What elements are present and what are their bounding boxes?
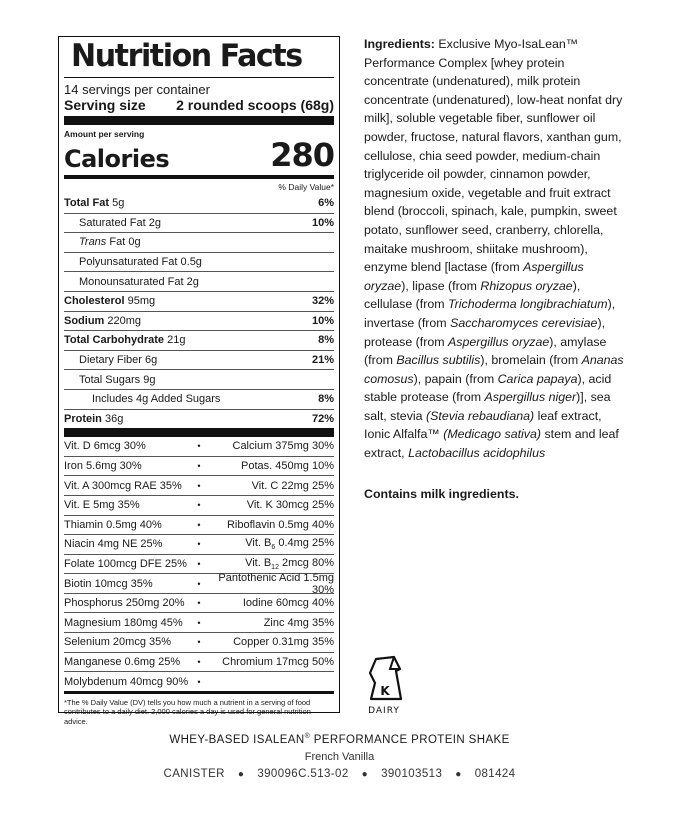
nutrient-name (64, 413, 123, 425)
ingredient-text: leaf extract, Ionic Alfalfa™ (364, 408, 602, 442)
vitamin-subscript: 6 (271, 544, 276, 552)
vitamin-row (64, 671, 334, 691)
divider-thick (64, 116, 334, 125)
product-flavor: French Vanilla (304, 751, 375, 763)
bullet-separator: • (197, 480, 201, 491)
calories-row (64, 136, 334, 174)
ingredient-latin-name: Ananas comosus (364, 353, 624, 386)
vitamin-right: Calcium 375mg 30% (232, 440, 334, 453)
vitamin-left: Magnesium 180mg 45% (64, 616, 183, 629)
divider-thick (64, 428, 334, 437)
vitamin-right-amount: 2mcg 80% (278, 556, 334, 569)
divider (64, 77, 334, 78)
ingredient-latin-name: Aspergillus oryzae (364, 260, 584, 293)
vitamin-row (64, 437, 334, 456)
serving-size-value: 2 rounded scoops (68g) (176, 97, 334, 113)
serving-size-label: Serving size (64, 97, 146, 113)
ingredient-text: )], sea salt, stevia (364, 390, 611, 423)
vitamin-right: Potas. 450mg 10% (241, 460, 334, 473)
nutrition-facts-title: Nutrition Facts (71, 38, 302, 74)
bullet-separator: • (197, 656, 201, 667)
nutrient-name (64, 315, 141, 327)
nutrient-row (64, 389, 334, 409)
ingredient-text: ), cellulase (from (364, 278, 581, 312)
bullet-separator: ● (361, 768, 369, 780)
nutrient-rows (64, 194, 334, 428)
vitamin-left: Phosphorus 250mg 20% (64, 597, 185, 610)
nutrient-row (64, 369, 334, 389)
kosher-dairy-label: DAIRY (368, 706, 400, 716)
ingredient-text: ), invertase (from (364, 297, 616, 330)
divider-medium (64, 691, 334, 694)
vitamin-right: Zinc 4mg 35% (263, 616, 334, 629)
ingredient-latin-name: Trichoderma longibrachiatum (448, 297, 608, 312)
vitamin-row (64, 456, 334, 476)
nutrient-row (64, 350, 334, 370)
ingredient-latin-name: Bacillus subtilis (396, 353, 481, 368)
ingredient-text: ), amylase (from (364, 334, 607, 368)
vitamin-right (205, 557, 334, 571)
bullet-separator: • (197, 539, 201, 550)
vitamin-right: Iodine 60mcg 40% (242, 597, 334, 610)
vitamin-row (64, 593, 334, 613)
bullet-separator: • (197, 519, 201, 530)
product-title-main: WHEY-BASED ISALEAN (169, 733, 305, 746)
nutrient-label: Monounsaturated Fat (79, 275, 184, 288)
ingredient-text: ), lipase (from (401, 278, 481, 293)
nutrient-daily-value: 21% (311, 354, 334, 367)
nutrient-row (64, 271, 334, 291)
ingredient-latin-name: Rhizopus oryzae (480, 278, 573, 293)
nutrient-label: Includes 4g Added Sugars (92, 393, 221, 406)
nutrient-name (64, 217, 161, 229)
ingredient-text: ), papain (from (413, 371, 498, 386)
nutrient-row (64, 252, 334, 272)
nutrient-label: Total Carbohydrate (64, 334, 165, 347)
nutrient-name (64, 236, 141, 248)
nutrient-label: Protein (64, 412, 102, 425)
nutrient-name (64, 393, 220, 405)
vitamin-right: Copper 0.31mg 35% (233, 636, 334, 649)
ingredient-latin-name: Saccharomyces cerevisiae (450, 315, 598, 330)
nutrient-amount: 0.5g (180, 256, 202, 269)
vitamin-row (64, 652, 334, 672)
kosher-symbol-icon (366, 655, 406, 717)
vitamin-right: Vit. K 30mcg 25% (246, 499, 334, 512)
bullet-separator: • (197, 461, 201, 472)
bullet-separator: ● (455, 768, 462, 780)
nutrient-amount: 95mg (127, 295, 156, 308)
vitamin-left: Thiamin 0.5mg 40% (64, 518, 162, 531)
product-code: 390103513 (381, 768, 443, 780)
nutrient-daily-value: 8% (318, 334, 334, 347)
nutrient-amount: 220mg (107, 314, 142, 327)
product-code: CANISTER (163, 768, 225, 780)
vitamin-row (64, 495, 334, 515)
nutrient-daily-value: 6% (318, 197, 334, 210)
daily-value-header: % Daily Value* (278, 182, 334, 192)
ingredient-latin-name: Aspergillus niger (484, 390, 577, 405)
allergen-statement: Contains milk ingredients. (364, 487, 519, 501)
nutrient-label: Saturated Fat (79, 216, 146, 229)
product-codes (0, 768, 679, 780)
nutrient-daily-value: 72% (311, 412, 334, 425)
ingredient-latin-name: Lactobacillus acidophilus (408, 446, 546, 461)
ingredients-title: Ingredients: (364, 37, 435, 51)
vitamin-rows (64, 437, 334, 691)
product-code: 390096C.513-02 (257, 768, 349, 780)
calories-value: 280 (270, 136, 334, 174)
ingredients-text (364, 35, 626, 463)
nutrient-name (64, 276, 199, 288)
nutrient-amount: 0g (128, 236, 141, 249)
kosher-letter: K (380, 684, 390, 698)
nutrient-row (64, 194, 334, 213)
nutrient-name (64, 256, 202, 268)
nutrient-name (64, 295, 155, 307)
vitamin-row (64, 534, 334, 554)
nutrient-amount: 2g (148, 216, 161, 229)
nutrient-row (64, 311, 334, 331)
vitamin-right-name: Vit. B (245, 556, 272, 569)
ingredient-text: ), bromelain (from (480, 353, 582, 368)
vitamin-left: Molybdenum 40mcg 90% (64, 675, 189, 688)
ingredients-list (364, 37, 624, 460)
bullet-separator: • (197, 617, 201, 628)
vitamin-left: Manganese 0.6mg 25% (64, 655, 181, 668)
ingredient-latin-name: Carica papaya (497, 371, 578, 386)
nutrient-label: Sodium (64, 314, 105, 327)
vitamin-left: Iron 5.6mg 30% (64, 460, 142, 473)
bullet-separator: • (197, 676, 201, 687)
nutrient-label: Cholesterol (64, 295, 125, 308)
nutrient-label: Total Fat (64, 197, 110, 210)
calories-label: Calories (64, 145, 170, 173)
vitamin-left: Vit. A 300mcg RAE 35% (64, 479, 182, 492)
nutrient-amount: 21g (167, 334, 186, 347)
nutrient-label: Polyunsaturated Fat (79, 256, 178, 269)
nutrient-amount: 5g (112, 197, 125, 210)
nutrient-label: Dietary Fiber (79, 354, 142, 367)
ingredient-latin-name: (Medicago sativa) (443, 427, 541, 442)
vitamin-left: Vit. D 6mcg 30% (64, 440, 146, 453)
nutrient-row (64, 330, 334, 350)
vitamin-right-name: Vit. B (245, 537, 272, 550)
vitamin-row (64, 515, 334, 535)
bullet-separator: • (197, 578, 201, 589)
kosher-dairy-icon (366, 655, 406, 717)
nutrient-name (64, 354, 157, 366)
vitamin-right: Pantothenic Acid 1.5mg 30% (218, 571, 334, 596)
ingredient-text: stem and leaf extract, (364, 427, 619, 461)
vitamin-row (64, 612, 334, 632)
vitamin-row (64, 554, 334, 574)
serving-size-row (64, 97, 334, 113)
registered-mark: ® (304, 733, 311, 740)
product-title (0, 733, 679, 746)
vitamin-right-amount: 0.4mg 25% (275, 537, 334, 550)
bullet-separator: • (197, 500, 201, 511)
nutrient-label-suffix: Fat (106, 236, 126, 249)
bullet-separator: ● (237, 768, 245, 780)
nutrient-amount: 9g (143, 373, 156, 386)
vitamin-left: Niacin 4mg NE 25% (64, 538, 163, 551)
bullet-separator: • (197, 637, 201, 648)
servings-per-container: 14 servings per container (64, 82, 210, 97)
nutrient-row (64, 291, 334, 311)
nutrient-daily-value: 10% (311, 314, 334, 327)
ingredient-text: ), protease (from (364, 315, 606, 349)
vitamin-left: Selenium 20mcg 35% (64, 636, 172, 649)
nutrient-name (64, 334, 185, 346)
nutrient-label: Total Sugars (79, 373, 141, 386)
nutrient-row (64, 409, 334, 429)
nutrient-name (64, 197, 124, 209)
nutrient-name (64, 374, 155, 386)
vitamin-row (64, 571, 334, 596)
nutrient-row (64, 213, 334, 233)
bullet-separator: • (197, 558, 201, 569)
nutrient-row (64, 232, 334, 252)
vitamin-row (64, 475, 334, 495)
nutrient-daily-value: 32% (311, 295, 334, 308)
vitamin-subscript: 12 (271, 564, 279, 572)
nutrition-facts-panel (58, 36, 340, 726)
nutrient-amount: 36g (104, 412, 124, 425)
vitamin-row (64, 632, 334, 652)
vitamin-right: Chromium 17mcg 50% (222, 655, 334, 668)
vitamin-left: Biotin 10mcg 35% (64, 577, 153, 590)
ingredient-text: Exclusive Myo-IsaLean™ Performance Complex [whey protein concentrate (undenatured), milk protein concentrate (undenatured), low-heat nonfat dry milk], soluble vegetable fiber, sunflower oil powder, fructose, natural flavors, xanthan gum, cellulose, chia seed powder, medium-chain triglyceride oil powder, cinnamon powder, magnesium oxide, vegetable and fruit extract blend (broccoli, spinach, kale, pumpkin, sweet potato, sunflower seed, cranberry, chlorella, maitake mushroom, shiitake mushroom), enzyme blend [lactase (from (364, 37, 623, 275)
nutrient-label: Trans (79, 236, 107, 249)
nutrient-amount: 6g (145, 354, 158, 367)
bullet-separator: • (197, 441, 201, 452)
product-code: 081424 (474, 768, 516, 780)
product-title-rest: PERFORMANCE PROTEIN SHAKE (310, 733, 510, 746)
vitamin-right: Riboflavin 0.5mg 40% (226, 518, 334, 531)
vitamin-right (205, 537, 334, 551)
vitamin-left: Folate 100mcg DFE 25% (64, 557, 187, 570)
amount-per-serving: Amount per serving (64, 129, 145, 139)
ingredient-latin-name: (Stevia rebaudiana) (425, 408, 535, 423)
ingredient-text: ), acid stable protease (from (364, 371, 612, 405)
nutrient-daily-value: 10% (311, 216, 334, 229)
vitamin-left: Vit. E 5mg 35% (64, 499, 140, 512)
daily-value-footnote: *The % Daily Value (DV) tells you how much a nutrient in a serving of food contributes to a daily diet. 2,000 calories a day is used for general nutrition advice. (64, 697, 311, 726)
nutrient-amount: 2g (186, 275, 199, 288)
ingredient-latin-name: Aspergillus oryzae (448, 334, 550, 349)
vitamin-right: Vit. C 22mg 25% (251, 479, 334, 492)
bullet-separator: • (197, 598, 201, 609)
nutrient-daily-value: 8% (318, 393, 334, 406)
